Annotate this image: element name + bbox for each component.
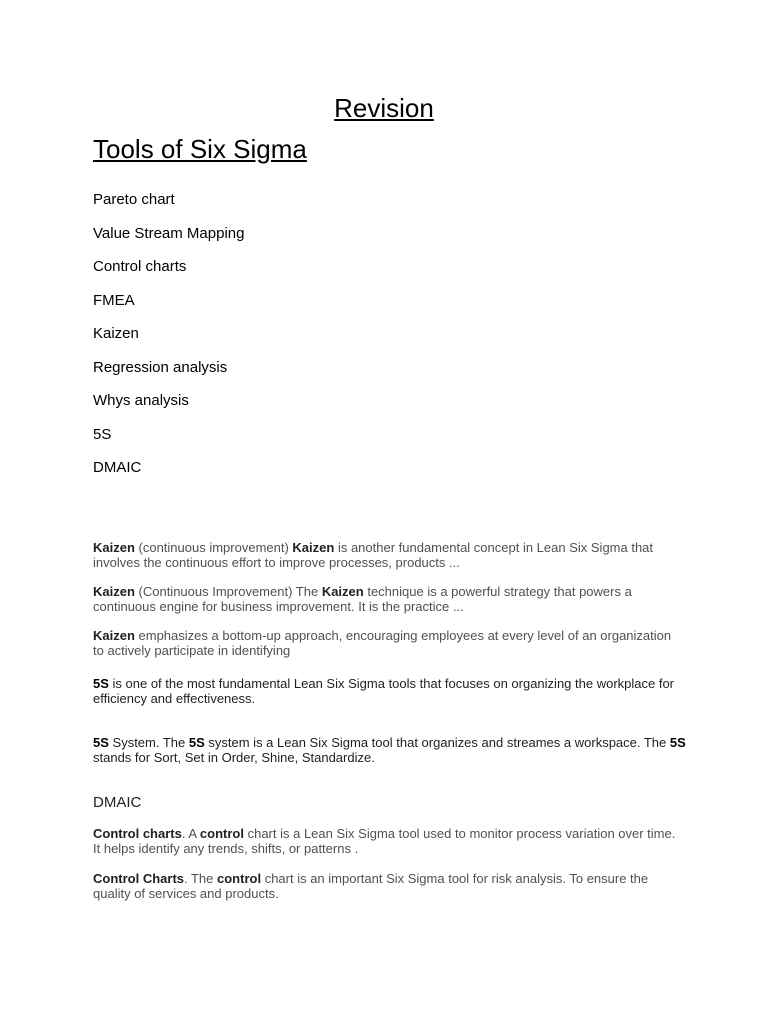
snippet-text: is one of the most fundamental Lean Six Sigma tools that focuses on organizing the workplace for efficiency and effectiveness. (93, 676, 675, 706)
snippet-text: . The (184, 871, 218, 886)
tools-list (93, 190, 244, 492)
bold-term: Kaizen (321, 584, 364, 599)
control-snippet-2 (93, 872, 683, 901)
bold-term: 5S (188, 735, 205, 750)
snippet-text: System. The (108, 735, 189, 750)
dmaic-heading: DMAIC (93, 794, 142, 811)
kaizen-snippet-3 (93, 629, 683, 658)
list-item: Control charts (93, 258, 187, 275)
5s-snippet-2 (93, 736, 693, 765)
snippet-text: chart is an important Six Sigma tool for risk analysis. To ensure the quality of services and products. (93, 871, 649, 901)
control-snippet-1 (93, 827, 683, 856)
bold-term: Kaizen (93, 628, 135, 643)
snippet-text: (Continuous Improvement) The (134, 584, 322, 599)
snippet-text: chart is a Lean Six Sigma tool used to monitor process variation over time. It helps identify any trends, shifts, or patterns . (93, 826, 676, 856)
bold-term: 5S (669, 735, 686, 750)
snippet-text: . A (181, 826, 200, 841)
section-title: Tools of Six Sigma (93, 134, 307, 164)
page-title: Revision (334, 93, 434, 123)
kaizen-snippet-1 (93, 541, 683, 570)
kaizen-snippet-2 (93, 585, 683, 614)
bold-term: control (217, 871, 262, 886)
snippet-text: emphasizes a bottom-up approach, encouraging employees at every level of an organization to actively participate in identifying (93, 628, 672, 658)
bold-term: Kaizen (93, 584, 135, 599)
bold-term: 5S (93, 676, 109, 691)
bold-term: Control Charts (93, 871, 184, 886)
snippet-text: (continuous improvement) (134, 540, 293, 555)
list-item: DMAIC (93, 459, 142, 476)
list-item: FMEA (93, 291, 135, 309)
snippet-text: stands for Sort, Set in Order, Shine, Standardize. (93, 749, 375, 765)
list-item: 5S (93, 425, 112, 443)
bold-term: Kaizen (292, 540, 335, 555)
list-item: Regression analysis (93, 358, 228, 376)
list-item: Whys analysis (93, 392, 189, 409)
list-item: Kaizen (93, 325, 139, 342)
snippet-text: system is a Lean Six Sigma tool that organizes and streames a workspace. The (204, 735, 670, 750)
bold-term: Kaizen (93, 540, 135, 555)
bold-term: control (199, 826, 244, 841)
5s-snippet-1 (93, 677, 683, 706)
bold-term: Control charts (93, 826, 182, 841)
snippet-text: technique is a powerful strategy that powers a continuous engine for business improvement. It is the practice ... (93, 584, 632, 614)
bold-term: 5S (93, 735, 109, 750)
list-item: Value Stream Mapping (93, 224, 245, 242)
snippet-text: is another fundamental concept in Lean Six Sigma that involves the continuous effort to improve processes, products ... (93, 540, 654, 570)
list-item: Pareto chart (93, 191, 175, 208)
